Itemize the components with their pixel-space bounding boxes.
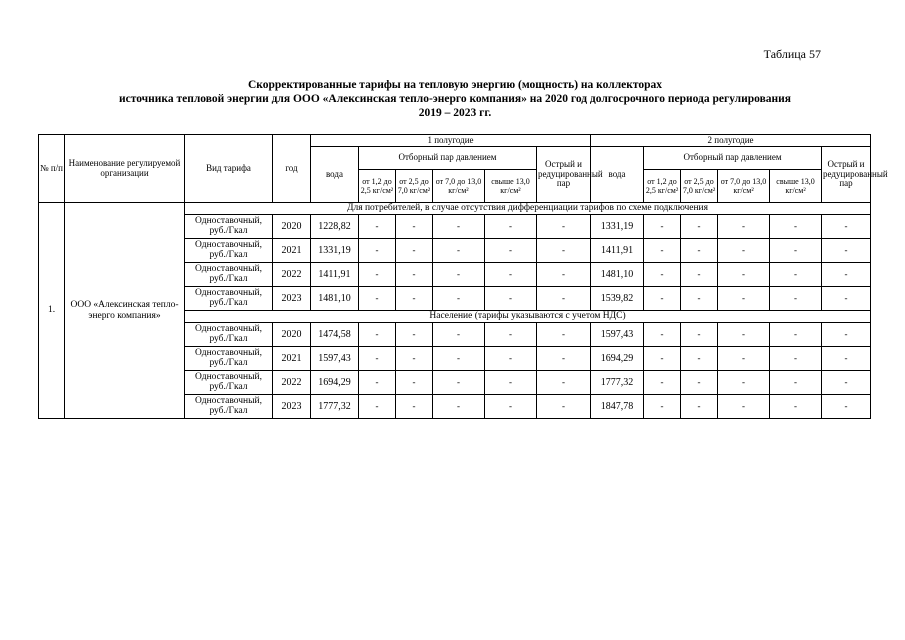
h2-empty-cell: - xyxy=(770,371,822,395)
h2-empty-cell: - xyxy=(718,395,770,419)
h2-empty-cell: - xyxy=(644,323,681,347)
tariff-type-cell: Одноставочный, руб./Гкал xyxy=(185,215,273,239)
header-h2-water: вода xyxy=(591,147,644,203)
tariff-type-cell: Одноставочный, руб./Гкал xyxy=(185,347,273,371)
section-label: Население (тарифы указываются с учетом НДС) xyxy=(185,311,871,323)
h1-empty-cell: - xyxy=(537,215,591,239)
h2-empty-cell: - xyxy=(770,239,822,263)
h1-empty-cell: - xyxy=(433,263,485,287)
tariff-type-cell: Одноставочный, руб./Гкал xyxy=(185,323,273,347)
h2-empty-cell: - xyxy=(644,239,681,263)
h2-empty-cell: - xyxy=(718,371,770,395)
year-cell: 2023 xyxy=(273,287,311,311)
h2-empty-cell: - xyxy=(770,263,822,287)
h2-water-cell: 1777,32 xyxy=(591,371,644,395)
h1-empty-cell: - xyxy=(359,347,396,371)
h2-empty-cell: - xyxy=(681,371,718,395)
h2-water-cell: 1481,10 xyxy=(591,263,644,287)
tariff-type-cell: Одноставочный, руб./Гкал xyxy=(185,395,273,419)
h2-empty-cell: - xyxy=(681,323,718,347)
tariff-type-cell: Одноставочный, руб./Гкал xyxy=(185,287,273,311)
h2-water-cell: 1411,91 xyxy=(591,239,644,263)
h1-empty-cell: - xyxy=(485,263,537,287)
h2-water-cell: 1597,43 xyxy=(591,323,644,347)
header-h2-pressure-4: свыше 13,0 кг/см² xyxy=(770,170,822,203)
h1-empty-cell: - xyxy=(537,287,591,311)
header-h1-steam: Отборный пар давлением xyxy=(359,147,537,170)
h2-empty-cell: - xyxy=(718,263,770,287)
h2-empty-cell: - xyxy=(681,263,718,287)
h1-empty-cell: - xyxy=(359,395,396,419)
year-cell: 2020 xyxy=(273,323,311,347)
h2-empty-cell: - xyxy=(718,287,770,311)
year-cell: 2022 xyxy=(273,371,311,395)
h2-empty-cell: - xyxy=(770,323,822,347)
h2-empty-cell: - xyxy=(644,371,681,395)
header-h1-sharp-steam: Острый и редуцированный пар xyxy=(537,147,591,203)
h1-empty-cell: - xyxy=(537,371,591,395)
header-half-2: 2 полугодие xyxy=(591,135,871,147)
header-organization: Наименование регулируемой организации xyxy=(65,135,185,203)
h1-empty-cell: - xyxy=(537,239,591,263)
h1-empty-cell: - xyxy=(396,263,433,287)
year-cell: 2021 xyxy=(273,239,311,263)
h1-empty-cell: - xyxy=(537,263,591,287)
h1-empty-cell: - xyxy=(359,263,396,287)
h2-empty-cell: - xyxy=(822,239,871,263)
h2-empty-cell: - xyxy=(681,395,718,419)
h2-empty-cell: - xyxy=(822,347,871,371)
title-line-2: источника тепловой энергии для ООО «Алексинская тепло-энерго компания» на 2020 год долгосрочного периода регулирования xyxy=(118,93,792,105)
h1-empty-cell: - xyxy=(396,239,433,263)
h1-empty-cell: - xyxy=(537,395,591,419)
h2-empty-cell: - xyxy=(822,395,871,419)
header-h1-pressure-2: от 2,5 до 7,0 кг/см² xyxy=(396,170,433,203)
header-half-1: 1 полугодие xyxy=(311,135,591,147)
h1-empty-cell: - xyxy=(485,287,537,311)
h1-empty-cell: - xyxy=(359,287,396,311)
h1-empty-cell: - xyxy=(485,395,537,419)
header-h2-pressure-1: от 1,2 до 2,5 кг/см² xyxy=(644,170,681,203)
h1-empty-cell: - xyxy=(359,239,396,263)
h1-water-cell: 1481,10 xyxy=(311,287,359,311)
tariff-type-cell: Одноставочный, руб./Гкал xyxy=(185,371,273,395)
h2-empty-cell: - xyxy=(718,239,770,263)
year-cell: 2022 xyxy=(273,263,311,287)
header-h1-pressure-3: от 7,0 до 13,0 кг/см² xyxy=(433,170,485,203)
h1-water-cell: 1228,82 xyxy=(311,215,359,239)
h1-empty-cell: - xyxy=(359,215,396,239)
row-number: 1. xyxy=(39,203,65,419)
h2-empty-cell: - xyxy=(718,323,770,347)
h1-water-cell: 1474,58 xyxy=(311,323,359,347)
h1-water-cell: 1597,43 xyxy=(311,347,359,371)
header-year: год xyxy=(273,135,311,203)
title-line-1: Скорректированные тарифы на тепловую энергию (мощность) на коллекторах xyxy=(247,79,663,91)
tariff-table xyxy=(38,134,888,419)
h2-empty-cell: - xyxy=(822,263,871,287)
h1-empty-cell: - xyxy=(537,323,591,347)
h1-empty-cell: - xyxy=(485,239,537,263)
header-tariff-type: Вид тарифа xyxy=(185,135,273,203)
h2-water-cell: 1331,19 xyxy=(591,215,644,239)
h2-empty-cell: - xyxy=(681,215,718,239)
h2-empty-cell: - xyxy=(644,215,681,239)
h1-water-cell: 1331,19 xyxy=(311,239,359,263)
h1-empty-cell: - xyxy=(396,371,433,395)
h1-empty-cell: - xyxy=(433,347,485,371)
h2-empty-cell: - xyxy=(770,287,822,311)
h1-empty-cell: - xyxy=(433,323,485,347)
h2-water-cell: 1694,29 xyxy=(591,347,644,371)
h2-empty-cell: - xyxy=(644,287,681,311)
h2-empty-cell: - xyxy=(681,347,718,371)
h2-empty-cell: - xyxy=(822,215,871,239)
header-h1-water: вода xyxy=(311,147,359,203)
h1-empty-cell: - xyxy=(433,395,485,419)
document-title xyxy=(40,78,870,120)
h1-empty-cell: - xyxy=(359,323,396,347)
h2-empty-cell: - xyxy=(644,347,681,371)
h2-empty-cell: - xyxy=(770,215,822,239)
header-h2-pressure-2: от 2,5 до 7,0 кг/см² xyxy=(681,170,718,203)
header-h2-sharp-steam: Острый и редуцированный пар xyxy=(822,147,871,203)
year-cell: 2020 xyxy=(273,215,311,239)
tariff-type-cell: Одноставочный, руб./Гкал xyxy=(185,239,273,263)
h2-empty-cell: - xyxy=(822,371,871,395)
h2-water-cell: 1539,82 xyxy=(591,287,644,311)
h2-empty-cell: - xyxy=(718,215,770,239)
year-cell: 2021 xyxy=(273,347,311,371)
h2-water-cell: 1847,78 xyxy=(591,395,644,419)
h1-empty-cell: - xyxy=(359,371,396,395)
h2-empty-cell: - xyxy=(681,287,718,311)
h1-water-cell: 1777,32 xyxy=(311,395,359,419)
h1-empty-cell: - xyxy=(396,395,433,419)
h2-empty-cell: - xyxy=(681,239,718,263)
h1-empty-cell: - xyxy=(537,347,591,371)
h1-empty-cell: - xyxy=(433,215,485,239)
h2-empty-cell: - xyxy=(822,323,871,347)
header-no: № п/п xyxy=(39,135,65,203)
h1-empty-cell: - xyxy=(433,239,485,263)
section-label: Для потребителей, в случае отсутствия дифференциации тарифов по схеме подключения xyxy=(185,203,871,215)
h1-empty-cell: - xyxy=(485,347,537,371)
h2-empty-cell: - xyxy=(770,347,822,371)
h2-empty-cell: - xyxy=(770,395,822,419)
h2-empty-cell: - xyxy=(644,263,681,287)
h1-water-cell: 1694,29 xyxy=(311,371,359,395)
tariff-type-cell: Одноставочный, руб./Гкал xyxy=(185,263,273,287)
h1-empty-cell: - xyxy=(485,323,537,347)
header-h2-steam: Отборный пар давлением xyxy=(644,147,822,170)
year-cell: 2023 xyxy=(273,395,311,419)
header-h1-pressure-1: от 1,2 до 2,5 кг/см² xyxy=(359,170,396,203)
header-h2-pressure-3: от 7,0 до 13,0 кг/см² xyxy=(718,170,770,203)
h1-empty-cell: - xyxy=(485,371,537,395)
title-line-3: 2019 – 2023 гг. xyxy=(418,107,492,119)
h1-empty-cell: - xyxy=(485,215,537,239)
header-h1-pressure-4: свыше 13,0 кг/см² xyxy=(485,170,537,203)
h1-empty-cell: - xyxy=(396,347,433,371)
organization-name: ООО «Алексинская тепло-энерго компания» xyxy=(65,203,185,419)
h1-empty-cell: - xyxy=(433,287,485,311)
table-number: Таблица 57 xyxy=(763,47,821,61)
h2-empty-cell: - xyxy=(822,287,871,311)
h1-water-cell: 1411,91 xyxy=(311,263,359,287)
h1-empty-cell: - xyxy=(396,215,433,239)
h2-empty-cell: - xyxy=(644,395,681,419)
h1-empty-cell: - xyxy=(433,371,485,395)
h1-empty-cell: - xyxy=(396,287,433,311)
h1-empty-cell: - xyxy=(396,323,433,347)
h2-empty-cell: - xyxy=(718,347,770,371)
